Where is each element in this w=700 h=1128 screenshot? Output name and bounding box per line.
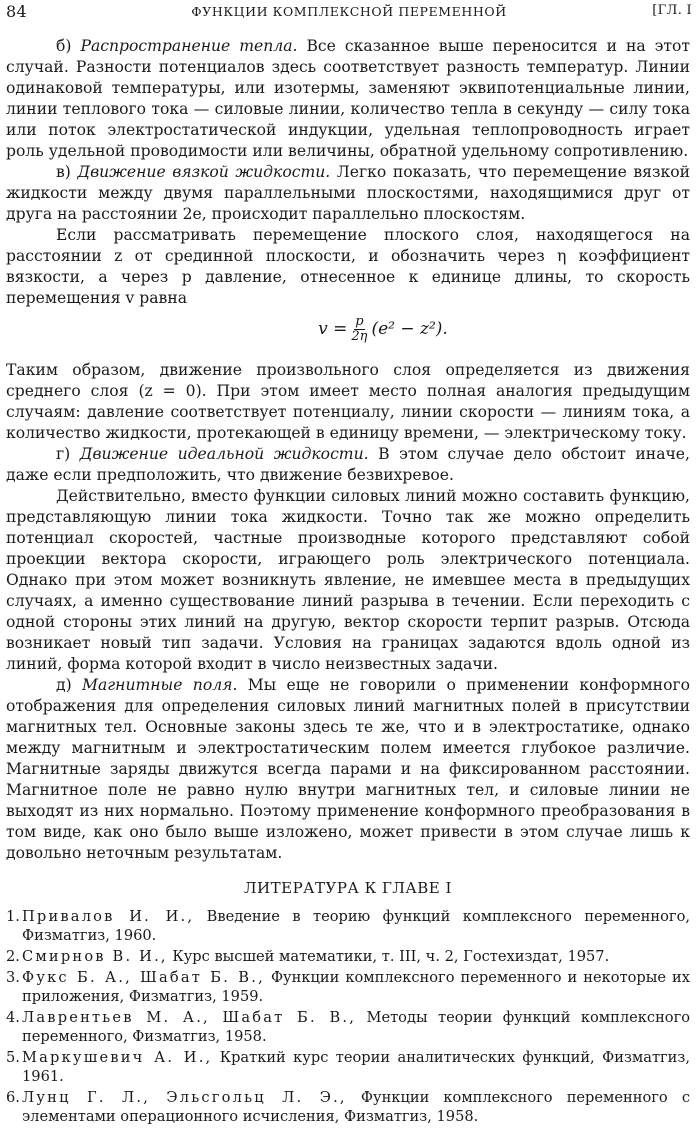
reference-author: Лунц Г. Л., Эльсгольц Л. Э., [22,1089,347,1106]
section-label: б) [56,37,72,55]
reference-text: Введение в теорию функций комплексного переменного, Физматгиз, 1960. [22,908,690,944]
paragraph-text: В этом случае дело обстоит иначе, даже если предположить, что движение безвихревое. [6,445,690,484]
paragraph-text: Легко показать, что перемещение вязкой жидкости между двумя параллельными плоскостями, находящимися друг от друга на расстоянии 2e, происходит параллельно плоскостям. [6,163,690,223]
references-list [6,907,690,1126]
section-label: в) [56,163,71,181]
references-title: ЛИТЕРАТУРА К ГЛАВЕ I [244,879,452,897]
paragraph-text: Мы еще не говорили о применении конформного отображения для определения силовых линий магнитных полей в присутствии магнитных тел. Основные законы здесь те же, что и в электростатике, однако между магнитным и электростатическим полем имеется глубокое различие. Магнитные заряды движутся всегда парами и на фиксированном расстоянии. Магнитное поле не равно нулю внутри магнитных тел, и силовые линии не выходят из них нормально. Поэтому применение конформного преобразования в том виде, как оно было выше изложено, может привести в этом случае лишь к довольно неточным результатам. [6,676,691,862]
paragraph-viscous-2: Если рассматривать перемещение плоского слоя, находящегося на расстоянии z от срединной плоскости, и обозначить через η коэффициент вязкости, а через p давление, отнесенное к единице длины, то скорость перемещения v равна [6,226,690,307]
reference-number: 2. [6,948,20,965]
reference-number: 4. [6,1009,20,1026]
paragraph-ideal-2: Действительно, вместо функции силовых линий можно составить функцию, представляющую линии тока жидкости. Точно так же можно определить потенциал скоростей, частные производные которого представляют собой проекции вектора скорости, играющего роль электрического потенциала. Однако при этом может возникнуть явление, не имевшее места в предыдущих случаях, а именно существование линий разрыва в течении. Если переходить с одной стороны этих линий на другую, вектор скорости терпит разрыв. Отсюда возникает новый тип задачи. Условия на границах задаются вдоль одной из линий, форма которой входит в число неизвестных задачи. [6,487,690,673]
chapter-marker: [ГЛ. I [652,3,692,18]
running-title: ФУНКЦИИ КОМПЛЕКСНОЙ ПЕРЕМЕННОЙ [191,4,507,19]
formula-lhs: v = [318,319,348,339]
formula-denominator: 2η [351,329,368,344]
reference-number: 3. [6,969,20,986]
reference-author: Привалов И. И., [22,908,195,925]
reference-author: Смирнов В. И., [22,948,168,965]
page-body [6,36,690,1128]
reference-item [6,907,690,945]
page-header [6,2,692,26]
reference-text: Методы теории функций комплексного переменного, Физматгиз, 1958. [22,1009,691,1045]
section-label: д) [56,676,72,694]
section-title-heat: Распространение тепла. [80,37,298,55]
paragraph-text: Все сказанное выше переносится и на этот случай. Разности потенциалов здесь соответствует разность температур. Линии одинаковой температуры, или изотермы, заменяют эквипотенциальные линии, линии теплового тока — силовые линии, количество тепла в секунду — силу тока или поток электростатической индукции, удельная теплопроводность играет роль удельной проводимости или величины, обратной удельному сопротивлению. [6,37,690,160]
reference-number: 5. [6,1049,20,1066]
reference-text: Функции комплексного переменного и некоторые их приложения, Физматгиз, 1959. [22,969,691,1005]
paragraph-ideal [6,444,690,486]
paragraph-heat [6,36,690,162]
formula-rhs: (e² − z²). [371,319,448,339]
reference-number: 1. [6,908,20,925]
reference-author: Фукс Б. А., Шабат Б. В., [22,969,265,986]
formula-numerator: p [355,314,364,329]
section-title-magnetic: Магнитные поля. [82,676,238,694]
section-title-ideal: Движение идеальной жидкости. [79,445,369,463]
reference-item [6,1048,690,1086]
section-title-viscous: Движение вязкой жидкости. [77,163,331,181]
reference-number: 6. [6,1089,20,1106]
formula-fraction [351,315,367,344]
page-number: 84 [6,2,27,21]
reference-item [6,968,690,1006]
reference-author: Лаврентьев М. А., Шабат Б. В., [22,1009,357,1026]
velocity-formula [6,315,690,355]
paragraph-viscous [6,162,690,225]
reference-text: Курс высшей математики, т. III, ч. 2, Гостехиздат, 1957. [172,948,610,965]
reference-text: Краткий курс теории аналитических функций, Физматгиз, 1961. [22,1049,690,1085]
reference-item [6,1008,690,1046]
reference-item [6,1088,690,1126]
reference-item [6,947,690,966]
paragraph-magnetic [6,675,690,864]
section-label: г) [56,445,71,463]
reference-author: Маркушевич А. И., [22,1049,213,1066]
paragraph-viscous-3: Таким образом, движение произвольного слоя определяется из движения среднего слоя (z = 0). При этом имеет место полная аналогия предыдущим случаям: давление соответствует потенциалу, линии скорости — линиям тока, а количество жидкости, протекающей в единицу времени, — электрическому току. [6,361,690,442]
reference-text: Функции комплексного переменного с элементами операционного исчисления, Физматгиз, 1958. [22,1089,691,1125]
